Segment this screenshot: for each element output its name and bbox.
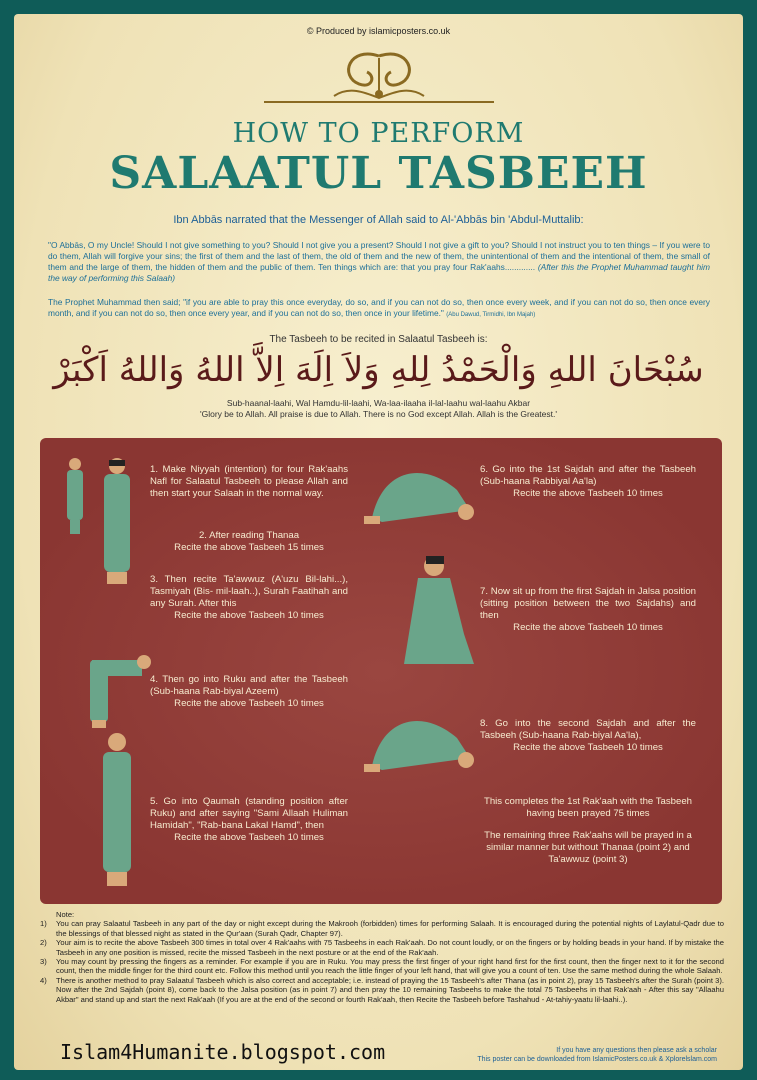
footer-line1: If you have any questions then please ask a scholar — [556, 1047, 717, 1054]
hadith-text — [48, 240, 710, 284]
step-7-text: 7. Now sit up from the first Sajdah in Jalsa position (sitting position between the two Sajdahs) and then — [480, 586, 696, 621]
ruku-figure-icon — [82, 640, 152, 730]
prophet-body: The Prophet Muhammad then said; "if you are able to pray this once everyday, do so, and if you can not do so, then once every week, and if you can not do so, then once every month, and if you can not do so, then once every year, and if you can not do so, then once in your lifetime." — [48, 297, 710, 318]
intro-text: Ibn Abbās narrated that the Messenger of Allah said to Al-'Abbās bin 'Abdul-Muttalib: — [173, 214, 584, 226]
standing-qiyam-figure-icon — [92, 456, 142, 586]
footer-line2: This poster can be downloaded from IslamicPosters.co.uk & Xplorelslam.com — [477, 1056, 717, 1063]
step-5 — [150, 796, 348, 844]
footer-note — [477, 1046, 717, 1064]
step-3 — [150, 574, 348, 622]
hadith-body: "O Abbās, O my Uncle! Should I not give something to you? Should I not give you a present? Should I not give a gift to you? Should I not instruct you to ten things – If you were to do them, Allah will forgive your sins; the first of them and the last of them, the old of them and the new of them, the unintentional of them and the intentional of them, the small of them and the large of them, the hidden of them and the public of them. Ten things which are: that you pray four Rak'aahs............. — [48, 240, 710, 272]
step-8 — [480, 718, 696, 754]
step-8-text: 8. Go into the second Sajdah and after the Tasbeeh (Sub-haana Rab-biyal Aa'la), — [480, 718, 696, 741]
step-7 — [480, 586, 696, 634]
step-2-text: 2. After reading Thanaa — [198, 530, 300, 541]
notes-title: Note: — [56, 910, 75, 919]
translit-block — [0, 398, 757, 420]
step-1: 1. Make Niyyah (intention) for four Rak'aahs Nafl for Salaatul Tasbeeh to please Allah and then start your Salaah in the normal way. — [150, 464, 348, 499]
note-item — [40, 976, 724, 1004]
complete-text: This completes the 1st Rak'aah with the Tasbeeh having been prayed 75 times — [483, 796, 693, 819]
remaining-text: The remaining three Rak'aahs will be prayed in a similar manner but without Thanaa (point 2) and Ta'awwuz (point 3) — [484, 830, 692, 865]
step-3-text: 3. Then recite Ta'awwuz (A'uzu Bil-lahi...), Tasmiyah (Bis- mil-laah..), Surah Faatihah and any Surah. After this — [150, 574, 348, 609]
step-6 — [480, 464, 696, 500]
step-2 — [150, 530, 348, 554]
credit-text: © Produced by islamicposters.co.uk — [306, 26, 451, 36]
note-item — [40, 919, 724, 938]
step-5-recite: Recite the above Tasbeeh 10 times — [174, 832, 324, 843]
arabic-tasbeeh: سُبْحَانَ اللهِ وَالْحَمْدُ لِلهِ وَلاَ اِلَهَ اِلاَّ اللهُ وَاللهُ اَكْبَرْ — [53, 350, 704, 390]
title-line2: SALAATUL TASBEEH — [109, 148, 648, 199]
step-7-recite: Recite the above Tasbeeh 10 times — [513, 622, 663, 633]
note-num: 4) — [40, 975, 47, 985]
hadith-italic: (After this the Prophet Muhammad taught him the way of performing this Salaah) — [48, 262, 710, 283]
note-item — [40, 938, 724, 957]
step-6-recite: Recite the above Tasbeeh 10 times — [513, 488, 663, 499]
jalsa-figure-icon — [404, 552, 484, 672]
step-2-recite: Recite the above Tasbeeh 15 times — [174, 542, 324, 553]
step-8-recite: Recite the above Tasbeeh 10 times — [513, 742, 663, 753]
step-4 — [150, 674, 348, 710]
notes-section — [40, 910, 724, 1004]
sajdah-1-figure-icon — [362, 460, 482, 528]
tasbeeh-lead: The Tasbeeh to be recited in Salaatul Tasbeeh is: — [269, 334, 488, 345]
note-num: 2) — [40, 938, 47, 948]
note-text: You can pray Salaatul Tasbeeh in any part of the day or night except during the Makrooh (forbidden) times for performing Salaah. It is encouraged during the potential nights of Laylatul-Qadr due to the blessings of that blessed night as stated in the Qur'aan (Surah Qadr, Chapter 97). — [56, 919, 724, 938]
note-text: Your aim is to recite the above Tasbeeh 300 times in total over 4 Rak'aahs with 75 Tasbeehs in each Rak'aah. Do not count loudly, or on the fingers or by holding beads in your hand. If by mistake the Tasbeeh in any one position is missed, recite the missed Tasbeeh in the next posture or at the end of the Rak'aah. — [56, 938, 724, 957]
prophet-ref: (Abu Dawud, Tirmidhi, Ibn Majah) — [446, 312, 536, 318]
note-num: 1) — [40, 919, 47, 929]
ornament-icon — [254, 46, 504, 108]
note-item — [40, 957, 724, 976]
translation: 'Glory be to Allah. All praise is due to Allah. There is no God except Allah. Allah is the Greatest.' — [200, 409, 557, 419]
transliteration: Sub-haanal-laahi, Wal Hamdu-lil-laahi, Wa-laa-ilaaha il-lal-laahu wal-laahu Akbar — [226, 398, 531, 408]
watermark-text: Islam4Humanite.blogspot.com — [60, 1040, 386, 1064]
note-num: 3) — [40, 957, 47, 967]
standing-takbir-figure-icon — [60, 456, 90, 536]
note-text: You may count by pressing the fingers as a reminder. For example if you are in Ruku. You may press the first finger of your right hand first for the first count, then the finger next to it for the second count, then the middle finger for the third count etc. Follow this method until you reach the little finger of your left hand, that will give you a count of ten. Use the same method during the whole Salaah. — [56, 957, 724, 976]
step-4-recite: Recite the above Tasbeeh 10 times — [174, 698, 324, 709]
step-3-recite: Recite the above Tasbeeh 10 times — [174, 610, 324, 621]
qaumah-figure-icon — [92, 730, 142, 890]
prophet-text — [48, 297, 710, 321]
sajdah-2-figure-icon — [362, 708, 482, 776]
step-4-text: 4. Then go into Ruku and after the Tasbeeh (Sub-haana Rab-biyal Azeem) — [150, 674, 348, 697]
note-text: There is another method to pray Salaatul Tasbeeh which is also correct and acceptable; i.e. instead of praying the 15 Tasbeeh's after Thana (as in point 2), pray 15 Tasbeeh's after the Surah (point 3). Now after the 2nd Sajdah (point 8), come back to the Jalsa position (as in point 7) and then pray the 10 remaining Tasbeehs to make the total 75 Tasbeehs in that Rak'aah - After this say "Allaahu Akbar" and stand up and start the next Rak'aah (If you are at the end of the second or fourth Rak'aah, then Recite the Tasbeeh before Tashahud - At-tahiy-yaatu lil-laahi..). — [56, 975, 724, 1004]
title-line1: HOW TO PERFORM — [232, 118, 525, 149]
step-5-text: 5. Go into Qaumah (standing position after Ruku) and after saying "Sami Allaah Huliman Hamidah", "Rab-bana Lakal Hamd", then — [150, 796, 348, 831]
step-6-text: 6. Go into the 1st Sajdah and after the Tasbeeh (Sub-haana Rabbiyal Aa'la) — [480, 464, 696, 487]
